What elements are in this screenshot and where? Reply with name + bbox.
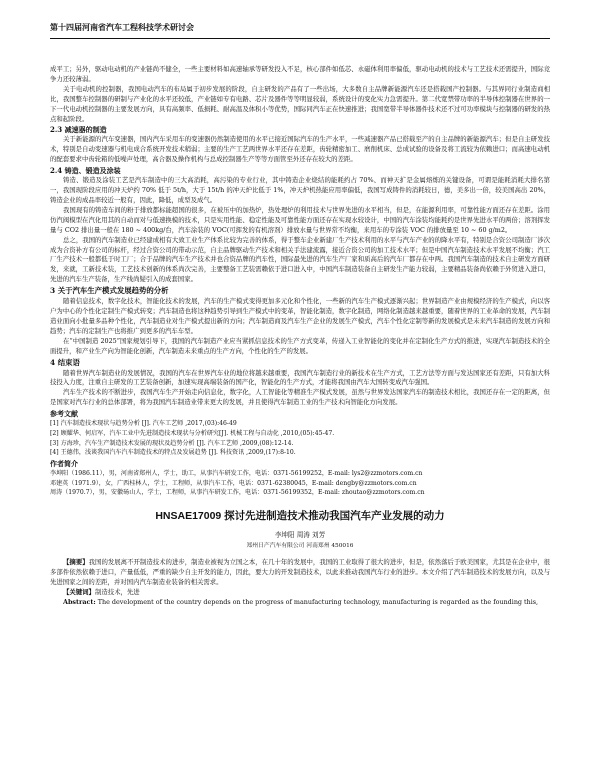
author-bio: 李坤阳（1986.11），男，河南省郑州人，学士，助工，从事汽车研发工作，电话：0371-56199252，E-mail: lys2@zzmotors.com.cn	[50, 470, 423, 477]
running-header: 第十四届河南省汽车工程科技学术研讨会	[50, 0, 550, 39]
paragraph: 成平工；另外，驱动电动机的产业链尚不健全，一些主要材料如高速轴承等研发投入不足，核心部件如低芯、永磁体利用率偏低，驱动电动机的技术与工艺技术还需提升，国际竞争力还较薄弱。	[50, 65, 550, 83]
keywords-text: 制造技术，先进	[94, 587, 140, 596]
reference-item: [1] 汽车制造技术现状与趋势分析 [J]. 汽车工艺师 ,2017,(03):46-49	[50, 420, 237, 428]
paragraph: 总之，我国的汽车制造业已经建成相有大致工业生产体系比较为完善的体系，得于整车企业新建厂生产技术利用的水平与汽车产业的的降水平有，特别是合资公司制造厂涉次成为合资补方有公司的标杆，经过合资公司的带动示范，自主品牌驱动生产技术和相关手法建流露，接近合资公司的加工技术水平；但是中国汽车制造技术水平发展不均衡；汽工厂生产技术一般都低于时工厂；合于品牌的汽车生产技术并也合资品牌的汽车性，国际最先进的汽车生产厂家和质高后的汽车厂都存在中两。我国汽车制造的技术自主研发方面研发，来就，工新技术装，工艺技术创新的体系尚次完善，主要整备工艺装需赖依于进口进入中，中国汽车制造装备自主研发生产能力较弱，主要精品装备尚依赖于外贸进入进口，先进的汽车生产装备，生产线尚疑引入的成套国家。	[50, 235, 550, 284]
paragraph: 铸造、锻造及涂装工艺是汽车制造中的三大高消耗，高污染的专业行业，其中铸造企业烧结的能耗约占 70%、而神天扩是金属熔炼的关键设备，可谓是能耗消耗大排名第一，我国现阶段应用的冲天炉约 70% 低于 5t/h，大于 15t/h 的冲天炉比低于 1%，冲天炉机热能应用率偏低，我国写成铸件的消耗较日，德，美多出一倍，较美国高出 20%，铸造企业的成品率较近一般有，因此，降低，成型及成气。	[50, 176, 550, 204]
paragraph: 我国现有的铸造车间的粉于排放都标能超国的很多，在被压中的加热炉，热处理炉的利用技术与世界先进的水平相当，但是，在能源利用率，可靠性能方面还存在差距。涂用仿汽阀模型在汽化用其的自动而对与低速换模的技术，只是实用性能、稳定性能及可靠性能方面还存在实现水较设计，中国的汽车涂装均能耗约是世界先进水平的两倍；溶剂挥发量与 CO2 排出量一般在 180 ~ 400kg/台，汽车涂装的 VOC(可挥发的有机溶剂）排放水量与世界常不均衡，来用车的专涂装 VOC 的排放量至 10 ~ 60 g/m2。	[50, 205, 550, 234]
abstract-text: 我国的发展离不开制造技术的进步，制造业被视为立国之本，在几十年的发展中，我国的工业取得了很大的进步，但是，依然落后于欧美国家，尤其是在企业中，很多部件依然依赖于进口，产量低低，严重的缺少自主开发的能力，因此，要大力的开发制造技术，以此来推动我国汽车行业的进步。本文介绍了汽车制造技术的发展方向，以及与先进国家之间的差距，并对国内汽车制造业装备的相关需求。	[50, 558, 551, 586]
author-bio: 周涛（1970.7），男，安徽砀山人，学士，工程师，从事汽车研发工作，电话：0371-56199352，E-mail: zhoutao@zzmotors.com.cn	[50, 489, 425, 497]
paragraph: 关于新能源的汽车变速器，国内汽车采用车的变速器仍然制造使用的水平已接近国际汽车的生产水平，一些减速器产品已搭载至产的自主品牌的新能源汽车；但是自主研发技术，特别是自动变速器与机电成合系统开发技术稍弱；主要的生产工艺两世界水平还存在差距，齿轮精密加工、磨削机床、总成试验的设备及将工流较为依赖进口；而高速电动机的配套要求中齿轮箱的低噪声处理，高合器及操作机构与总成控制器生产等等方面管至外还存在较大的差距。	[50, 135, 550, 164]
abstract-label: 【摘要】	[63, 558, 89, 567]
paragraph: 关于电动机的控制器，我国电动汽车的布局属于初步发展的阶段，自主研发的产品有了一些出场，大多数自主品牌新能源汽车还是搭载国产控制器。与其界同行业制造商相比，我国整车控制器的研制与产业化的水平还较低，产业链如专有电路、芯片及器件等等明显较弱，系统设计的变化实力急需提升。第二代宽禁带功率的半导体控制器在世界的一下一代电动机控制器的主要发展方向，具有高频率、低损耗、耐高温及体积小等优势，国际同汽车正在快速推进；我国宽带半导体器件技术还不过可功率模块与控制器的研发的热点和起阶段。	[50, 84, 550, 123]
paragraph: 随着信息技术，数字化技术，智能化技术的发展，汽车的生产模式变得更加多元化和个性化，一些新的汽车生产模式逐渐兴起；世界制造产业由规模经济的生产模式，向以客户为中心的个性化定制生产模式转变；汽车制造也将这种趋势引导到生产模式中的变革，智能化制造，数字化制造，网络化制造越来越重要，随着世界的工业革命的发展，汽车制造业面向小批量多品种个性化，汽车制造业对生产模式提出新的方向；汽车制造商及汽车生产企业的发展生产模式，汽车个性化定制等新的发展模式是未来汽车制造的发展方向和趋势；汽车的定制生产也将推广到更多的汽车车型。	[50, 297, 550, 335]
paper-title: HNSAE17009 探讨先进制造技术推动我国汽车产业发展的动力	[155, 510, 445, 523]
abstract-block	[50, 558, 550, 608]
english-abstract-text: The development of the country depends on the progress of manufacturing technology, manufacturing is regarded as the founding this,	[97, 597, 539, 606]
section-heading: 4 结束语	[50, 357, 80, 367]
abstract	[50, 558, 550, 588]
paper-body	[50, 65, 550, 608]
author-bio-heading: 作者简介	[50, 459, 78, 468]
keywords	[50, 588, 550, 598]
reference-item: [4] 王德伟，浅谈我国汽车汽车制造技术的特点及发展趋势 [J]. 科技资讯 ,2009,(17):8-10.	[50, 449, 296, 457]
paper-affiliation: 郑州日产汽车有限公司 河南郑州 450016	[246, 543, 354, 550]
english-abstract-label: Abstract:	[63, 597, 96, 606]
paper-authors: 李坤阳 周涛 刘芳	[274, 531, 326, 540]
reference-item: [3] 方海珍，汽车生产制造技术发展的现状及趋势分析 [J]. 汽车工艺师 ,2009,(08):12-14.	[50, 439, 294, 447]
section-heading: 3 关于汽车生产模式发展趋势的分析	[50, 286, 169, 296]
section-heading: 2.3 减速器的制造	[50, 125, 107, 135]
author-bio: 邓建英（1971.9），女，广西桂林人，学士，工程师，从事汽车工作，电话：0371-62380045，E-mail: dengby@zzmotors.com.cn	[50, 479, 417, 487]
english-abstract	[50, 598, 550, 608]
reference-item: [2] 顾耀华、何启军，汽车工业中先进制造技术现状与分析研究[J]. 机械工程与自动化 ,2010,(05):45-47.	[50, 429, 335, 437]
keywords-label: 【关键词】	[63, 587, 95, 596]
paragraph: 在“中国制造 2025”国家规划引导下，我国的汽车制造产业应当紧抓信息技术的生产方式变革，传递入工业智能化的变化并在定制化生产方式的推进，实现汽车制造技术的全面提升，和产业生产向为智能化创新，汽车制造未来重点的生产方向，个性化的生产的发展。	[50, 336, 550, 355]
paragraph: 随着世界汽车制造业的发展情况，我国的汽车在世界汽车业的地位将越来越重要，我国汽车制造行业的新技术在生产方式，工艺方法等方面与发达国家还有差距，只有加大科技投入力度，注重自主研发的工艺装备创新，加速实现高端装备的国产化，智能化的生产方式，才能将我国由汽车大国转变成汽车强国。	[50, 368, 550, 387]
paragraph: 汽车生产技术的不断进步，我国汽车生产开始走向信息化，数字化，人工智能化等精准生产模式发展，虽然与世界发达国家汽车的制造技术相比，我国还存在一定的距离，但是国家对汽车行业的总体部署，将为我国汽车制造业带来更大的发展，并且使得汽车制造工业的生产技术向智能化方向发展。	[50, 388, 550, 407]
references-heading: 参考文献	[50, 409, 78, 419]
section-heading: 2.4 铸造、锻造及涂装	[50, 166, 121, 176]
